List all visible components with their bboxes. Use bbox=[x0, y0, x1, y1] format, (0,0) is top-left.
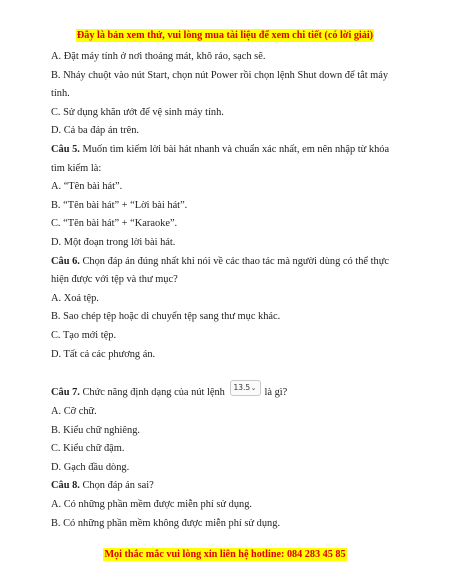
header-banner bbox=[0, 25, 450, 43]
q7-option-b: B. Kiểu chữ nghiêng. bbox=[51, 424, 141, 436]
q5-label: Câu 5. bbox=[51, 143, 80, 155]
font-size-select[interactable] bbox=[230, 380, 261, 396]
q4-option-a: A. Đặt máy tính ở nơi thoáng mát, khô ráo, sạch sẽ. bbox=[51, 51, 266, 62]
q8-question bbox=[51, 477, 407, 496]
q8-label: Câu 8. bbox=[51, 480, 80, 492]
q4-option-c: C. Sử dụng khăn ướt để vệ sinh máy tính. bbox=[51, 106, 224, 118]
q7-label: Câu 7. bbox=[51, 387, 80, 399]
q6-question-cont: hiện được với tệp và thư mục? bbox=[51, 274, 178, 286]
q6-option-b: B. Sao chép tệp hoặc di chuyển tệp sang thư mục khác. bbox=[51, 311, 281, 323]
q5-question bbox=[51, 141, 407, 160]
q4-option-d: D. Cả ba đáp án trên. bbox=[51, 125, 140, 137]
chevron-down-icon: ⌄ bbox=[250, 383, 257, 392]
q8-option-a: A. Có những phần mềm được miễn phí sử dụng. bbox=[51, 499, 253, 511]
q6-option-a: A. Xoá tệp. bbox=[51, 292, 99, 304]
q6-question bbox=[51, 253, 407, 272]
q5-question-cont: tìm kiếm là: bbox=[51, 162, 102, 174]
q6-label: Câu 6. bbox=[51, 255, 80, 267]
q8-option-b: B. Có những phần mềm không được miễn phí sử dụng. bbox=[51, 517, 281, 529]
q6-option-d: D. Tất cả các phương án. bbox=[51, 348, 156, 360]
q7-question bbox=[51, 382, 407, 403]
font-size-value: 13.5 bbox=[233, 382, 251, 392]
header-banner-text: Đây là bản xem thử, vui lòng mua tài liệu để xem chi tiết (có lời giải) bbox=[76, 30, 374, 41]
footer-banner bbox=[0, 544, 450, 562]
q5-option-c: C. “Tên bài hát” + “Karaoke”. bbox=[51, 218, 178, 230]
q7-option-a: A. Cỡ chữ. bbox=[51, 406, 97, 418]
q7-text: Chức năng định dạng của nút lệnh bbox=[79, 387, 225, 399]
q4-option-b: B. Nháy chuột vào nút Start, chọn nút Power rồi chọn lệnh Shut down để tắt máy bbox=[51, 69, 389, 81]
q6-text: Chọn đáp án đúng nhất khi nói về các thao tác mà người dùng có thể thực bbox=[79, 255, 389, 267]
q7-option-c: C. Kiểu chữ đậm. bbox=[51, 443, 125, 455]
q4-option-b-cont: tính. bbox=[51, 88, 70, 100]
footer-banner-text: Mọi thắc mắc vui lòng xin liên hệ hotline: 084 283 45 85 bbox=[104, 549, 346, 560]
q5-option-b: B. “Tên bài hát” + “Lời bài hát”. bbox=[51, 199, 188, 211]
q5-text: Muốn tìm kiếm lời bài hát nhanh và chuẩn xác nhất, em nên nhập từ khóa bbox=[79, 143, 390, 155]
q8-text: Chọn đáp án sai? bbox=[79, 480, 154, 492]
q7-option-d: D. Gạch đầu dòng. bbox=[51, 461, 130, 473]
spacer bbox=[51, 364, 407, 382]
document-body bbox=[51, 48, 407, 533]
q5-option-d: D. Một đoạn trong lời bài hát. bbox=[51, 236, 176, 248]
q7-text-after: là gì? bbox=[264, 387, 288, 399]
q6-option-c: C. Tạo mới tệp. bbox=[51, 329, 117, 341]
q5-option-a: A. “Tên bài hát”. bbox=[51, 181, 123, 193]
